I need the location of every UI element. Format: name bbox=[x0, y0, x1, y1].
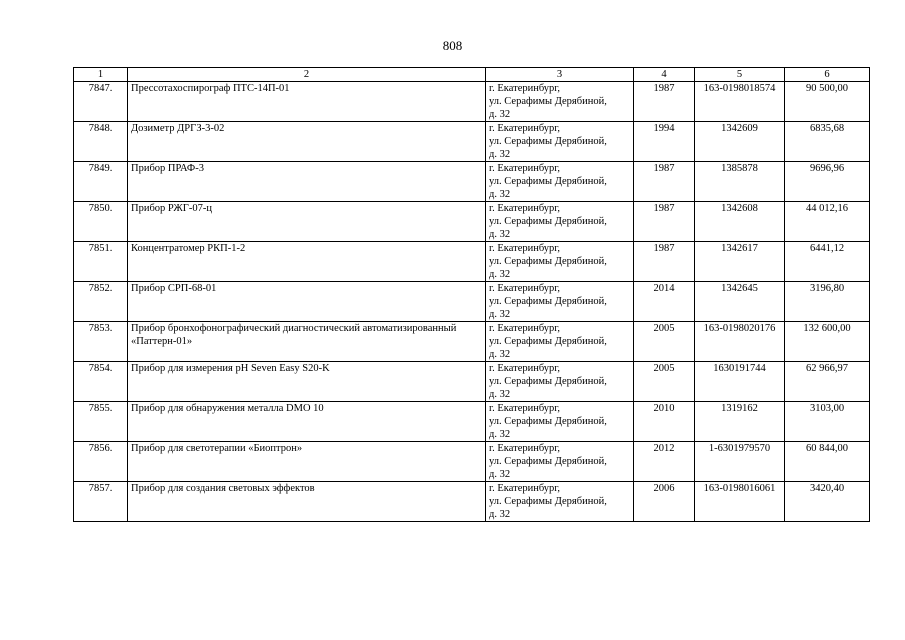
address-line: ул. Серафимы Дерябиной, bbox=[489, 336, 607, 347]
row-number: 7857. bbox=[74, 482, 128, 522]
item-address bbox=[486, 402, 634, 442]
table-row bbox=[74, 322, 870, 362]
address-line: д. 32 bbox=[489, 109, 511, 120]
address-line: г. Екатеринбург, bbox=[489, 203, 561, 214]
address-line: г. Екатеринбург, bbox=[489, 443, 561, 454]
item-year: 2006 bbox=[634, 482, 695, 522]
table-row bbox=[74, 162, 870, 202]
item-year: 2010 bbox=[634, 402, 695, 442]
item-year: 1987 bbox=[634, 242, 695, 282]
address-line: д. 32 bbox=[489, 349, 511, 360]
item-address bbox=[486, 242, 634, 282]
row-number: 7850. bbox=[74, 202, 128, 242]
address-line: г. Екатеринбург, bbox=[489, 83, 561, 94]
header-col-3: 3 bbox=[486, 68, 634, 82]
row-number: 7848. bbox=[74, 122, 128, 162]
item-inventory-number: 1342617 bbox=[695, 242, 785, 282]
row-number: 7852. bbox=[74, 282, 128, 322]
address-line: ул. Серафимы Дерябиной, bbox=[489, 256, 607, 267]
address-line: д. 32 bbox=[489, 229, 511, 240]
item-cost: 62 966,97 bbox=[785, 362, 870, 402]
item-inventory-number: 1319162 bbox=[695, 402, 785, 442]
item-address bbox=[486, 162, 634, 202]
item-cost: 3103,00 bbox=[785, 402, 870, 442]
address-line: г. Екатеринбург, bbox=[489, 283, 561, 294]
row-number: 7855. bbox=[74, 402, 128, 442]
row-number: 7854. bbox=[74, 362, 128, 402]
item-cost: 3196,80 bbox=[785, 282, 870, 322]
item-inventory-number: 1342645 bbox=[695, 282, 785, 322]
table-row bbox=[74, 202, 870, 242]
item-inventory-number: 163-0198016061 bbox=[695, 482, 785, 522]
row-number: 7851. bbox=[74, 242, 128, 282]
item-name: Дозиметр ДРГЗ-3-02 bbox=[128, 122, 486, 162]
address-line: г. Екатеринбург, bbox=[489, 483, 561, 494]
address-line: ул. Серафимы Дерябиной, bbox=[489, 376, 607, 387]
item-year: 2005 bbox=[634, 322, 695, 362]
table-row bbox=[74, 362, 870, 402]
address-line: ул. Серафимы Дерябиной, bbox=[489, 176, 607, 187]
address-line: г. Екатеринбург, bbox=[489, 403, 561, 414]
header-col-6: 6 bbox=[785, 68, 870, 82]
item-address bbox=[486, 322, 634, 362]
item-inventory-number: 163-0198020176 bbox=[695, 322, 785, 362]
item-cost: 44 012,16 bbox=[785, 202, 870, 242]
item-name: Прибор бронхофонографический диагностический автоматизированный «Паттерн-01» bbox=[128, 322, 486, 362]
address-line: ул. Серафимы Дерябиной, bbox=[489, 416, 607, 427]
item-address bbox=[486, 362, 634, 402]
header-col-1: 1 bbox=[74, 68, 128, 82]
item-year: 1987 bbox=[634, 202, 695, 242]
item-cost: 132 600,00 bbox=[785, 322, 870, 362]
address-line: д. 32 bbox=[489, 389, 511, 400]
table-body bbox=[74, 82, 870, 522]
header-col-2: 2 bbox=[128, 68, 486, 82]
table-row bbox=[74, 442, 870, 482]
address-line: г. Екатеринбург, bbox=[489, 323, 561, 334]
item-address bbox=[486, 82, 634, 122]
page-number: 808 bbox=[442, 38, 463, 53]
item-name: Прибор РЖГ-07-ц bbox=[128, 202, 486, 242]
table-row bbox=[74, 242, 870, 282]
address-line: ул. Серафимы Дерябиной, bbox=[489, 136, 607, 147]
row-number: 7849. bbox=[74, 162, 128, 202]
row-number: 7856. bbox=[74, 442, 128, 482]
address-line: ул. Серафимы Дерябиной, bbox=[489, 216, 607, 227]
item-name: Прибор для измерения pH Seven Easy S20-K bbox=[128, 362, 486, 402]
table-row bbox=[74, 482, 870, 522]
item-cost: 6835,68 bbox=[785, 122, 870, 162]
item-name: Концентратомер РКП-1-2 bbox=[128, 242, 486, 282]
item-address bbox=[486, 122, 634, 162]
address-line: г. Екатеринбург, bbox=[489, 123, 561, 134]
header-col-5: 5 bbox=[695, 68, 785, 82]
table-row bbox=[74, 122, 870, 162]
property-table bbox=[73, 67, 870, 522]
address-line: д. 32 bbox=[489, 429, 511, 440]
item-cost: 60 844,00 bbox=[785, 442, 870, 482]
address-line: г. Екатеринбург, bbox=[489, 163, 561, 174]
address-line: д. 32 bbox=[489, 469, 511, 480]
item-address bbox=[486, 482, 634, 522]
address-line: ул. Серафимы Дерябиной, bbox=[489, 96, 607, 107]
item-inventory-number: 1385878 bbox=[695, 162, 785, 202]
address-line: ул. Серафимы Дерябиной, bbox=[489, 456, 607, 467]
item-cost: 6441,12 bbox=[785, 242, 870, 282]
address-line: д. 32 bbox=[489, 309, 511, 320]
header-col-4: 4 bbox=[634, 68, 695, 82]
item-name: Прибор СРП-68-01 bbox=[128, 282, 486, 322]
item-year: 2012 bbox=[634, 442, 695, 482]
item-name: Прибор для создания световых эффектов bbox=[128, 482, 486, 522]
item-cost: 3420,40 bbox=[785, 482, 870, 522]
item-address bbox=[486, 202, 634, 242]
table-row bbox=[74, 82, 870, 122]
table-row bbox=[74, 282, 870, 322]
item-year: 1987 bbox=[634, 82, 695, 122]
item-name: Прибор для обнаружения металла DMO 10 bbox=[128, 402, 486, 442]
address-line: д. 32 bbox=[489, 269, 511, 280]
row-number: 7853. bbox=[74, 322, 128, 362]
address-line: д. 32 bbox=[489, 189, 511, 200]
item-year: 1987 bbox=[634, 162, 695, 202]
address-line: д. 32 bbox=[489, 149, 511, 160]
item-inventory-number: 1342608 bbox=[695, 202, 785, 242]
address-line: ул. Серафимы Дерябиной, bbox=[489, 496, 607, 507]
item-name: Прессотахоспирограф ПТС-14П-01 bbox=[128, 82, 486, 122]
item-address bbox=[486, 282, 634, 322]
address-line: г. Екатеринбург, bbox=[489, 363, 561, 374]
item-name: Прибор ПРАФ-3 bbox=[128, 162, 486, 202]
item-inventory-number: 163-0198018574 bbox=[695, 82, 785, 122]
row-number: 7847. bbox=[74, 82, 128, 122]
item-cost: 9696,96 bbox=[785, 162, 870, 202]
item-year: 1994 bbox=[634, 122, 695, 162]
item-inventory-number: 1342609 bbox=[695, 122, 785, 162]
item-address bbox=[486, 442, 634, 482]
table-header-row bbox=[74, 68, 870, 82]
item-year: 2014 bbox=[634, 282, 695, 322]
table-row bbox=[74, 402, 870, 442]
address-line: д. 32 bbox=[489, 509, 511, 520]
address-line: ул. Серафимы Дерябиной, bbox=[489, 296, 607, 307]
item-name: Прибор для светотерапии «Биоптрон» bbox=[128, 442, 486, 482]
item-year: 2005 bbox=[634, 362, 695, 402]
item-inventory-number: 1630191744 bbox=[695, 362, 785, 402]
address-line: г. Екатеринбург, bbox=[489, 243, 561, 254]
item-inventory-number: 1-6301979570 bbox=[695, 442, 785, 482]
item-cost: 90 500,00 bbox=[785, 82, 870, 122]
